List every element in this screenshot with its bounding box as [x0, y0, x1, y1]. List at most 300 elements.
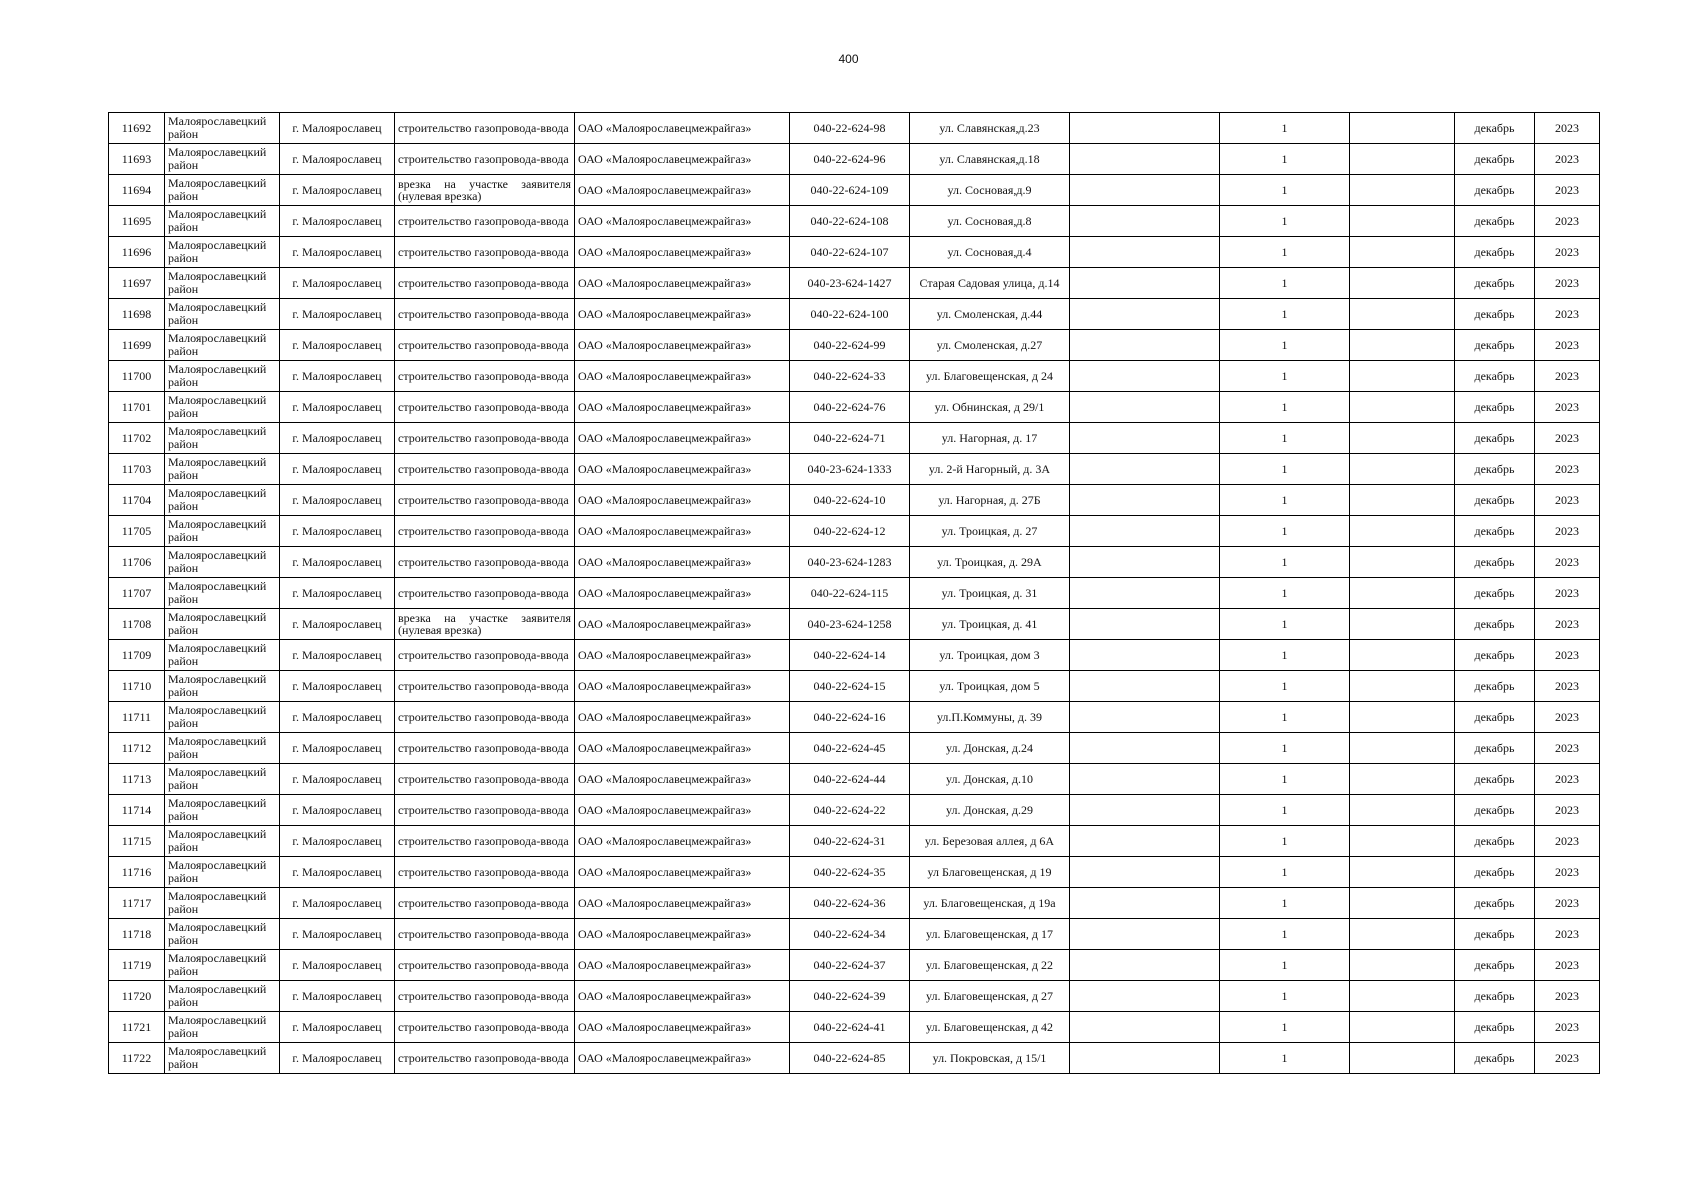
month-cell: декабрь [1455, 826, 1535, 857]
empty-cell [1070, 423, 1220, 454]
city-cell: г. Малоярославец [280, 609, 395, 640]
district-cell: Малоярославецкий район [165, 640, 280, 671]
work-type-cell: строительство газопровода-ввода [395, 516, 575, 547]
empty-cell [1070, 268, 1220, 299]
address-cell: ул. Березовая аллея, д 6А [910, 826, 1070, 857]
row-number: 11712 [109, 733, 165, 764]
address-cell: Старая Садовая улица, д.14 [910, 268, 1070, 299]
district-cell: Малоярославецкий район [165, 578, 280, 609]
year-cell: 2023 [1535, 485, 1600, 516]
year-cell: 2023 [1535, 547, 1600, 578]
table-row [109, 516, 1600, 547]
year-cell: 2023 [1535, 857, 1600, 888]
table-row [109, 113, 1600, 144]
empty-cell [1350, 826, 1455, 857]
city-cell: г. Малоярославец [280, 826, 395, 857]
work-type-cell: врезка на участке заявителя (нулевая врезка) [395, 175, 575, 206]
table-body [109, 113, 1600, 1074]
city-cell: г. Малоярославец [280, 919, 395, 950]
district-cell: Малоярославецкий район [165, 268, 280, 299]
empty-cell [1070, 144, 1220, 175]
month-cell: декабрь [1455, 578, 1535, 609]
year-cell: 2023 [1535, 1012, 1600, 1043]
district-cell: Малоярославецкий район [165, 702, 280, 733]
year-cell: 2023 [1535, 826, 1600, 857]
code-cell: 040-23-624-1283 [790, 547, 910, 578]
empty-cell [1070, 919, 1220, 950]
empty-cell [1070, 237, 1220, 268]
address-cell: ул. Благовещенская, д 42 [910, 1012, 1070, 1043]
row-number: 11703 [109, 454, 165, 485]
month-cell: декабрь [1455, 423, 1535, 454]
year-cell: 2023 [1535, 919, 1600, 950]
work-type-cell: строительство газопровода-ввода [395, 702, 575, 733]
code-cell: 040-22-624-71 [790, 423, 910, 454]
code-cell: 040-23-624-1258 [790, 609, 910, 640]
city-cell: г. Малоярославец [280, 299, 395, 330]
code-cell: 040-23-624-1333 [790, 454, 910, 485]
district-cell: Малоярославецкий район [165, 888, 280, 919]
row-number: 11697 [109, 268, 165, 299]
table-row [109, 671, 1600, 702]
code-cell: 040-22-624-41 [790, 1012, 910, 1043]
work-type-cell: строительство газопровода-ввода [395, 206, 575, 237]
year-cell: 2023 [1535, 423, 1600, 454]
month-cell: декабрь [1455, 609, 1535, 640]
empty-cell [1350, 330, 1455, 361]
city-cell: г. Малоярославец [280, 206, 395, 237]
city-cell: г. Малоярославец [280, 671, 395, 702]
district-cell: Малоярославецкий район [165, 175, 280, 206]
row-number: 11696 [109, 237, 165, 268]
district-cell: Малоярославецкий район [165, 1043, 280, 1074]
work-type-cell: строительство газопровода-ввода [395, 919, 575, 950]
district-cell: Малоярославецкий район [165, 144, 280, 175]
year-cell: 2023 [1535, 237, 1600, 268]
quantity-cell: 1 [1220, 299, 1350, 330]
work-type-cell: строительство газопровода-ввода [395, 888, 575, 919]
quantity-cell: 1 [1220, 361, 1350, 392]
table-row [109, 826, 1600, 857]
code-cell: 040-22-624-14 [790, 640, 910, 671]
empty-cell [1350, 981, 1455, 1012]
empty-cell [1350, 175, 1455, 206]
city-cell: г. Малоярославец [280, 237, 395, 268]
organization-cell: ОАО «Малоярославецмежрайгаз» [575, 237, 790, 268]
year-cell: 2023 [1535, 516, 1600, 547]
district-cell: Малоярославецкий район [165, 423, 280, 454]
empty-cell [1070, 392, 1220, 423]
organization-cell: ОАО «Малоярославецмежрайгаз» [575, 392, 790, 423]
organization-cell: ОАО «Малоярославецмежрайгаз» [575, 361, 790, 392]
code-cell: 040-22-624-44 [790, 764, 910, 795]
table-row [109, 237, 1600, 268]
empty-cell [1350, 733, 1455, 764]
month-cell: декабрь [1455, 206, 1535, 237]
year-cell: 2023 [1535, 733, 1600, 764]
table-row [109, 268, 1600, 299]
district-cell: Малоярославецкий район [165, 981, 280, 1012]
empty-cell [1350, 671, 1455, 702]
month-cell: декабрь [1455, 671, 1535, 702]
empty-cell [1070, 950, 1220, 981]
month-cell: декабрь [1455, 454, 1535, 485]
year-cell: 2023 [1535, 113, 1600, 144]
code-cell: 040-22-624-96 [790, 144, 910, 175]
table-row [109, 144, 1600, 175]
district-cell: Малоярославецкий район [165, 795, 280, 826]
row-number: 11704 [109, 485, 165, 516]
empty-cell [1070, 206, 1220, 237]
code-cell: 040-22-624-34 [790, 919, 910, 950]
city-cell: г. Малоярославец [280, 578, 395, 609]
address-cell: ул. Троицкая, дом 5 [910, 671, 1070, 702]
organization-cell: ОАО «Малоярославецмежрайгаз» [575, 919, 790, 950]
quantity-cell: 1 [1220, 671, 1350, 702]
address-cell: ул. Троицкая, д. 31 [910, 578, 1070, 609]
row-number: 11711 [109, 702, 165, 733]
district-cell: Малоярославецкий район [165, 392, 280, 423]
row-number: 11694 [109, 175, 165, 206]
city-cell: г. Малоярославец [280, 485, 395, 516]
year-cell: 2023 [1535, 392, 1600, 423]
work-type-cell: строительство газопровода-ввода [395, 299, 575, 330]
code-cell: 040-22-624-31 [790, 826, 910, 857]
quantity-cell: 1 [1220, 950, 1350, 981]
table-row [109, 1012, 1600, 1043]
month-cell: декабрь [1455, 237, 1535, 268]
year-cell: 2023 [1535, 578, 1600, 609]
district-cell: Малоярославецкий район [165, 237, 280, 268]
work-type-cell: строительство газопровода-ввода [395, 826, 575, 857]
organization-cell: ОАО «Малоярославецмежрайгаз» [575, 981, 790, 1012]
work-type-cell: строительство газопровода-ввода [395, 144, 575, 175]
code-cell: 040-22-624-39 [790, 981, 910, 1012]
organization-cell: ОАО «Малоярославецмежрайгаз» [575, 113, 790, 144]
table-row [109, 733, 1600, 764]
table-row [109, 609, 1600, 640]
row-number: 11714 [109, 795, 165, 826]
empty-cell [1070, 1012, 1220, 1043]
address-cell: ул. Славянская,д.23 [910, 113, 1070, 144]
row-number: 11721 [109, 1012, 165, 1043]
row-number: 11716 [109, 857, 165, 888]
city-cell: г. Малоярославец [280, 795, 395, 826]
district-cell: Малоярославецкий район [165, 826, 280, 857]
quantity-cell: 1 [1220, 1012, 1350, 1043]
address-cell: ул. Благовещенская, д 27 [910, 981, 1070, 1012]
empty-cell [1350, 764, 1455, 795]
row-number: 11699 [109, 330, 165, 361]
quantity-cell: 1 [1220, 981, 1350, 1012]
organization-cell: ОАО «Малоярославецмежрайгаз» [575, 268, 790, 299]
year-cell: 2023 [1535, 981, 1600, 1012]
empty-cell [1350, 640, 1455, 671]
organization-cell: ОАО «Малоярославецмежрайгаз» [575, 578, 790, 609]
empty-cell [1070, 547, 1220, 578]
row-number: 11701 [109, 392, 165, 423]
organization-cell: ОАО «Малоярославецмежрайгаз» [575, 826, 790, 857]
address-cell: ул. Покровская, д 15/1 [910, 1043, 1070, 1074]
table-row [109, 454, 1600, 485]
month-cell: декабрь [1455, 547, 1535, 578]
city-cell: г. Малоярославец [280, 454, 395, 485]
empty-cell [1350, 268, 1455, 299]
code-cell: 040-22-624-107 [790, 237, 910, 268]
district-cell: Малоярославецкий район [165, 950, 280, 981]
address-cell: ул. Донская, д.24 [910, 733, 1070, 764]
table-row [109, 950, 1600, 981]
city-cell: г. Малоярославец [280, 1043, 395, 1074]
empty-cell [1350, 237, 1455, 268]
month-cell: декабрь [1455, 268, 1535, 299]
address-cell: ул. Донская, д.29 [910, 795, 1070, 826]
code-cell: 040-22-624-108 [790, 206, 910, 237]
quantity-cell: 1 [1220, 919, 1350, 950]
work-type-cell: строительство газопровода-ввода [395, 1012, 575, 1043]
district-cell: Малоярославецкий район [165, 299, 280, 330]
organization-cell: ОАО «Малоярославецмежрайгаз» [575, 764, 790, 795]
empty-cell [1070, 113, 1220, 144]
year-cell: 2023 [1535, 1043, 1600, 1074]
empty-cell [1070, 578, 1220, 609]
empty-cell [1070, 454, 1220, 485]
work-type-cell: строительство газопровода-ввода [395, 268, 575, 299]
work-type-cell: строительство газопровода-ввода [395, 423, 575, 454]
empty-cell [1070, 361, 1220, 392]
year-cell: 2023 [1535, 609, 1600, 640]
table-row [109, 888, 1600, 919]
work-type-cell: строительство газопровода-ввода [395, 857, 575, 888]
district-cell: Малоярославецкий район [165, 609, 280, 640]
address-cell: ул. Благовещенская, д 24 [910, 361, 1070, 392]
organization-cell: ОАО «Малоярославецмежрайгаз» [575, 1043, 790, 1074]
empty-cell [1070, 640, 1220, 671]
organization-cell: ОАО «Малоярославецмежрайгаз» [575, 299, 790, 330]
quantity-cell: 1 [1220, 175, 1350, 206]
month-cell: декабрь [1455, 857, 1535, 888]
table-row [109, 640, 1600, 671]
work-type-cell: врезка на участке заявителя (нулевая врезка) [395, 609, 575, 640]
code-cell: 040-22-624-36 [790, 888, 910, 919]
month-cell: декабрь [1455, 113, 1535, 144]
quantity-cell: 1 [1220, 392, 1350, 423]
work-type-cell: строительство газопровода-ввода [395, 237, 575, 268]
organization-cell: ОАО «Малоярославецмежрайгаз» [575, 330, 790, 361]
empty-cell [1350, 1012, 1455, 1043]
table-row [109, 919, 1600, 950]
quantity-cell: 1 [1220, 113, 1350, 144]
work-type-cell: строительство газопровода-ввода [395, 1043, 575, 1074]
organization-cell: ОАО «Малоярославецмежрайгаз» [575, 175, 790, 206]
address-cell: ул. Нагорная, д. 27Б [910, 485, 1070, 516]
empty-cell [1070, 671, 1220, 702]
quantity-cell: 1 [1220, 795, 1350, 826]
organization-cell: ОАО «Малоярославецмежрайгаз» [575, 144, 790, 175]
empty-cell [1350, 795, 1455, 826]
year-cell: 2023 [1535, 702, 1600, 733]
address-cell: ул. Обнинская, д 29/1 [910, 392, 1070, 423]
registry-table-container [108, 112, 1600, 1074]
city-cell: г. Малоярославец [280, 764, 395, 795]
row-number: 11717 [109, 888, 165, 919]
work-type-cell: строительство газопровода-ввода [395, 392, 575, 423]
table-row [109, 485, 1600, 516]
district-cell: Малоярославецкий район [165, 547, 280, 578]
row-number: 11718 [109, 919, 165, 950]
page-number: 400 [838, 52, 859, 66]
city-cell: г. Малоярославец [280, 640, 395, 671]
quantity-cell: 1 [1220, 764, 1350, 795]
quantity-cell: 1 [1220, 454, 1350, 485]
month-cell: декабрь [1455, 981, 1535, 1012]
address-cell: ул. Нагорная, д. 17 [910, 423, 1070, 454]
month-cell: декабрь [1455, 1043, 1535, 1074]
empty-cell [1350, 702, 1455, 733]
empty-cell [1070, 299, 1220, 330]
work-type-cell: строительство газопровода-ввода [395, 361, 575, 392]
month-cell: декабрь [1455, 795, 1535, 826]
year-cell: 2023 [1535, 268, 1600, 299]
table-row [109, 206, 1600, 237]
work-type-cell: строительство газопровода-ввода [395, 764, 575, 795]
year-cell: 2023 [1535, 671, 1600, 702]
table-row [109, 1043, 1600, 1074]
row-number: 11707 [109, 578, 165, 609]
empty-cell [1350, 578, 1455, 609]
quantity-cell: 1 [1220, 516, 1350, 547]
empty-cell [1350, 113, 1455, 144]
address-cell: ул. Донская, д.10 [910, 764, 1070, 795]
table-row [109, 981, 1600, 1012]
address-cell: ул. Троицкая, дом 3 [910, 640, 1070, 671]
code-cell: 040-22-624-16 [790, 702, 910, 733]
work-type-cell: строительство газопровода-ввода [395, 733, 575, 764]
row-number: 11698 [109, 299, 165, 330]
empty-cell [1350, 361, 1455, 392]
code-cell: 040-22-624-10 [790, 485, 910, 516]
work-type-cell: строительство газопровода-ввода [395, 671, 575, 702]
empty-cell [1350, 888, 1455, 919]
month-cell: декабрь [1455, 144, 1535, 175]
month-cell: декабрь [1455, 299, 1535, 330]
work-type-cell: строительство газопровода-ввода [395, 950, 575, 981]
registry-table [108, 112, 1600, 1074]
code-cell: 040-22-624-12 [790, 516, 910, 547]
empty-cell [1350, 423, 1455, 454]
city-cell: г. Малоярославец [280, 888, 395, 919]
quantity-cell: 1 [1220, 702, 1350, 733]
address-cell: ул. Смоленская, д.27 [910, 330, 1070, 361]
quantity-cell: 1 [1220, 330, 1350, 361]
month-cell: декабрь [1455, 888, 1535, 919]
empty-cell [1350, 516, 1455, 547]
empty-cell [1070, 609, 1220, 640]
empty-cell [1070, 764, 1220, 795]
organization-cell: ОАО «Малоярославецмежрайгаз» [575, 485, 790, 516]
empty-cell [1350, 144, 1455, 175]
empty-cell [1070, 888, 1220, 919]
district-cell: Малоярославецкий район [165, 1012, 280, 1043]
work-type-cell: строительство газопровода-ввода [395, 330, 575, 361]
code-cell: 040-22-624-22 [790, 795, 910, 826]
table-row [109, 547, 1600, 578]
city-cell: г. Малоярославец [280, 981, 395, 1012]
empty-cell [1350, 206, 1455, 237]
month-cell: декабрь [1455, 516, 1535, 547]
empty-cell [1350, 299, 1455, 330]
district-cell: Малоярославецкий район [165, 857, 280, 888]
code-cell: 040-22-624-100 [790, 299, 910, 330]
district-cell: Малоярославецкий район [165, 454, 280, 485]
organization-cell: ОАО «Малоярославецмежрайгаз» [575, 423, 790, 454]
city-cell: г. Малоярославец [280, 423, 395, 454]
district-cell: Малоярославецкий район [165, 764, 280, 795]
empty-cell [1070, 516, 1220, 547]
month-cell: декабрь [1455, 733, 1535, 764]
year-cell: 2023 [1535, 330, 1600, 361]
district-cell: Малоярославецкий район [165, 361, 280, 392]
month-cell: декабрь [1455, 392, 1535, 423]
work-type-cell: строительство газопровода-ввода [395, 578, 575, 609]
row-number: 11719 [109, 950, 165, 981]
code-cell: 040-22-624-76 [790, 392, 910, 423]
empty-cell [1070, 175, 1220, 206]
year-cell: 2023 [1535, 950, 1600, 981]
address-cell: ул. Благовещенская, д 17 [910, 919, 1070, 950]
district-cell: Малоярославецкий район [165, 330, 280, 361]
quantity-cell: 1 [1220, 206, 1350, 237]
work-type-cell: строительство газопровода-ввода [395, 454, 575, 485]
quantity-cell: 1 [1220, 609, 1350, 640]
table-row [109, 175, 1600, 206]
district-cell: Малоярославецкий район [165, 919, 280, 950]
row-number: 11693 [109, 144, 165, 175]
month-cell: декабрь [1455, 950, 1535, 981]
city-cell: г. Малоярославец [280, 175, 395, 206]
row-number: 11705 [109, 516, 165, 547]
quantity-cell: 1 [1220, 888, 1350, 919]
code-cell: 040-23-624-1427 [790, 268, 910, 299]
code-cell: 040-22-624-45 [790, 733, 910, 764]
work-type-cell: строительство газопровода-ввода [395, 113, 575, 144]
month-cell: декабрь [1455, 485, 1535, 516]
row-number: 11709 [109, 640, 165, 671]
city-cell: г. Малоярославец [280, 857, 395, 888]
row-number: 11710 [109, 671, 165, 702]
month-cell: декабрь [1455, 361, 1535, 392]
address-cell: ул. Благовещенская, д 19а [910, 888, 1070, 919]
organization-cell: ОАО «Малоярославецмежрайгаз» [575, 640, 790, 671]
row-number: 11708 [109, 609, 165, 640]
organization-cell: ОАО «Малоярославецмежрайгаз» [575, 857, 790, 888]
table-row [109, 795, 1600, 826]
table-row [109, 578, 1600, 609]
district-cell: Малоярославецкий район [165, 671, 280, 702]
month-cell: декабрь [1455, 640, 1535, 671]
work-type-cell: строительство газопровода-ввода [395, 981, 575, 1012]
row-number: 11702 [109, 423, 165, 454]
row-number: 11720 [109, 981, 165, 1012]
organization-cell: ОАО «Малоярославецмежрайгаз» [575, 795, 790, 826]
organization-cell: ОАО «Малоярославецмежрайгаз» [575, 733, 790, 764]
district-cell: Малоярославецкий район [165, 113, 280, 144]
city-cell: г. Малоярославец [280, 516, 395, 547]
address-cell: ул. Троицкая, д. 27 [910, 516, 1070, 547]
empty-cell [1070, 485, 1220, 516]
empty-cell [1070, 1043, 1220, 1074]
city-cell: г. Малоярославец [280, 950, 395, 981]
